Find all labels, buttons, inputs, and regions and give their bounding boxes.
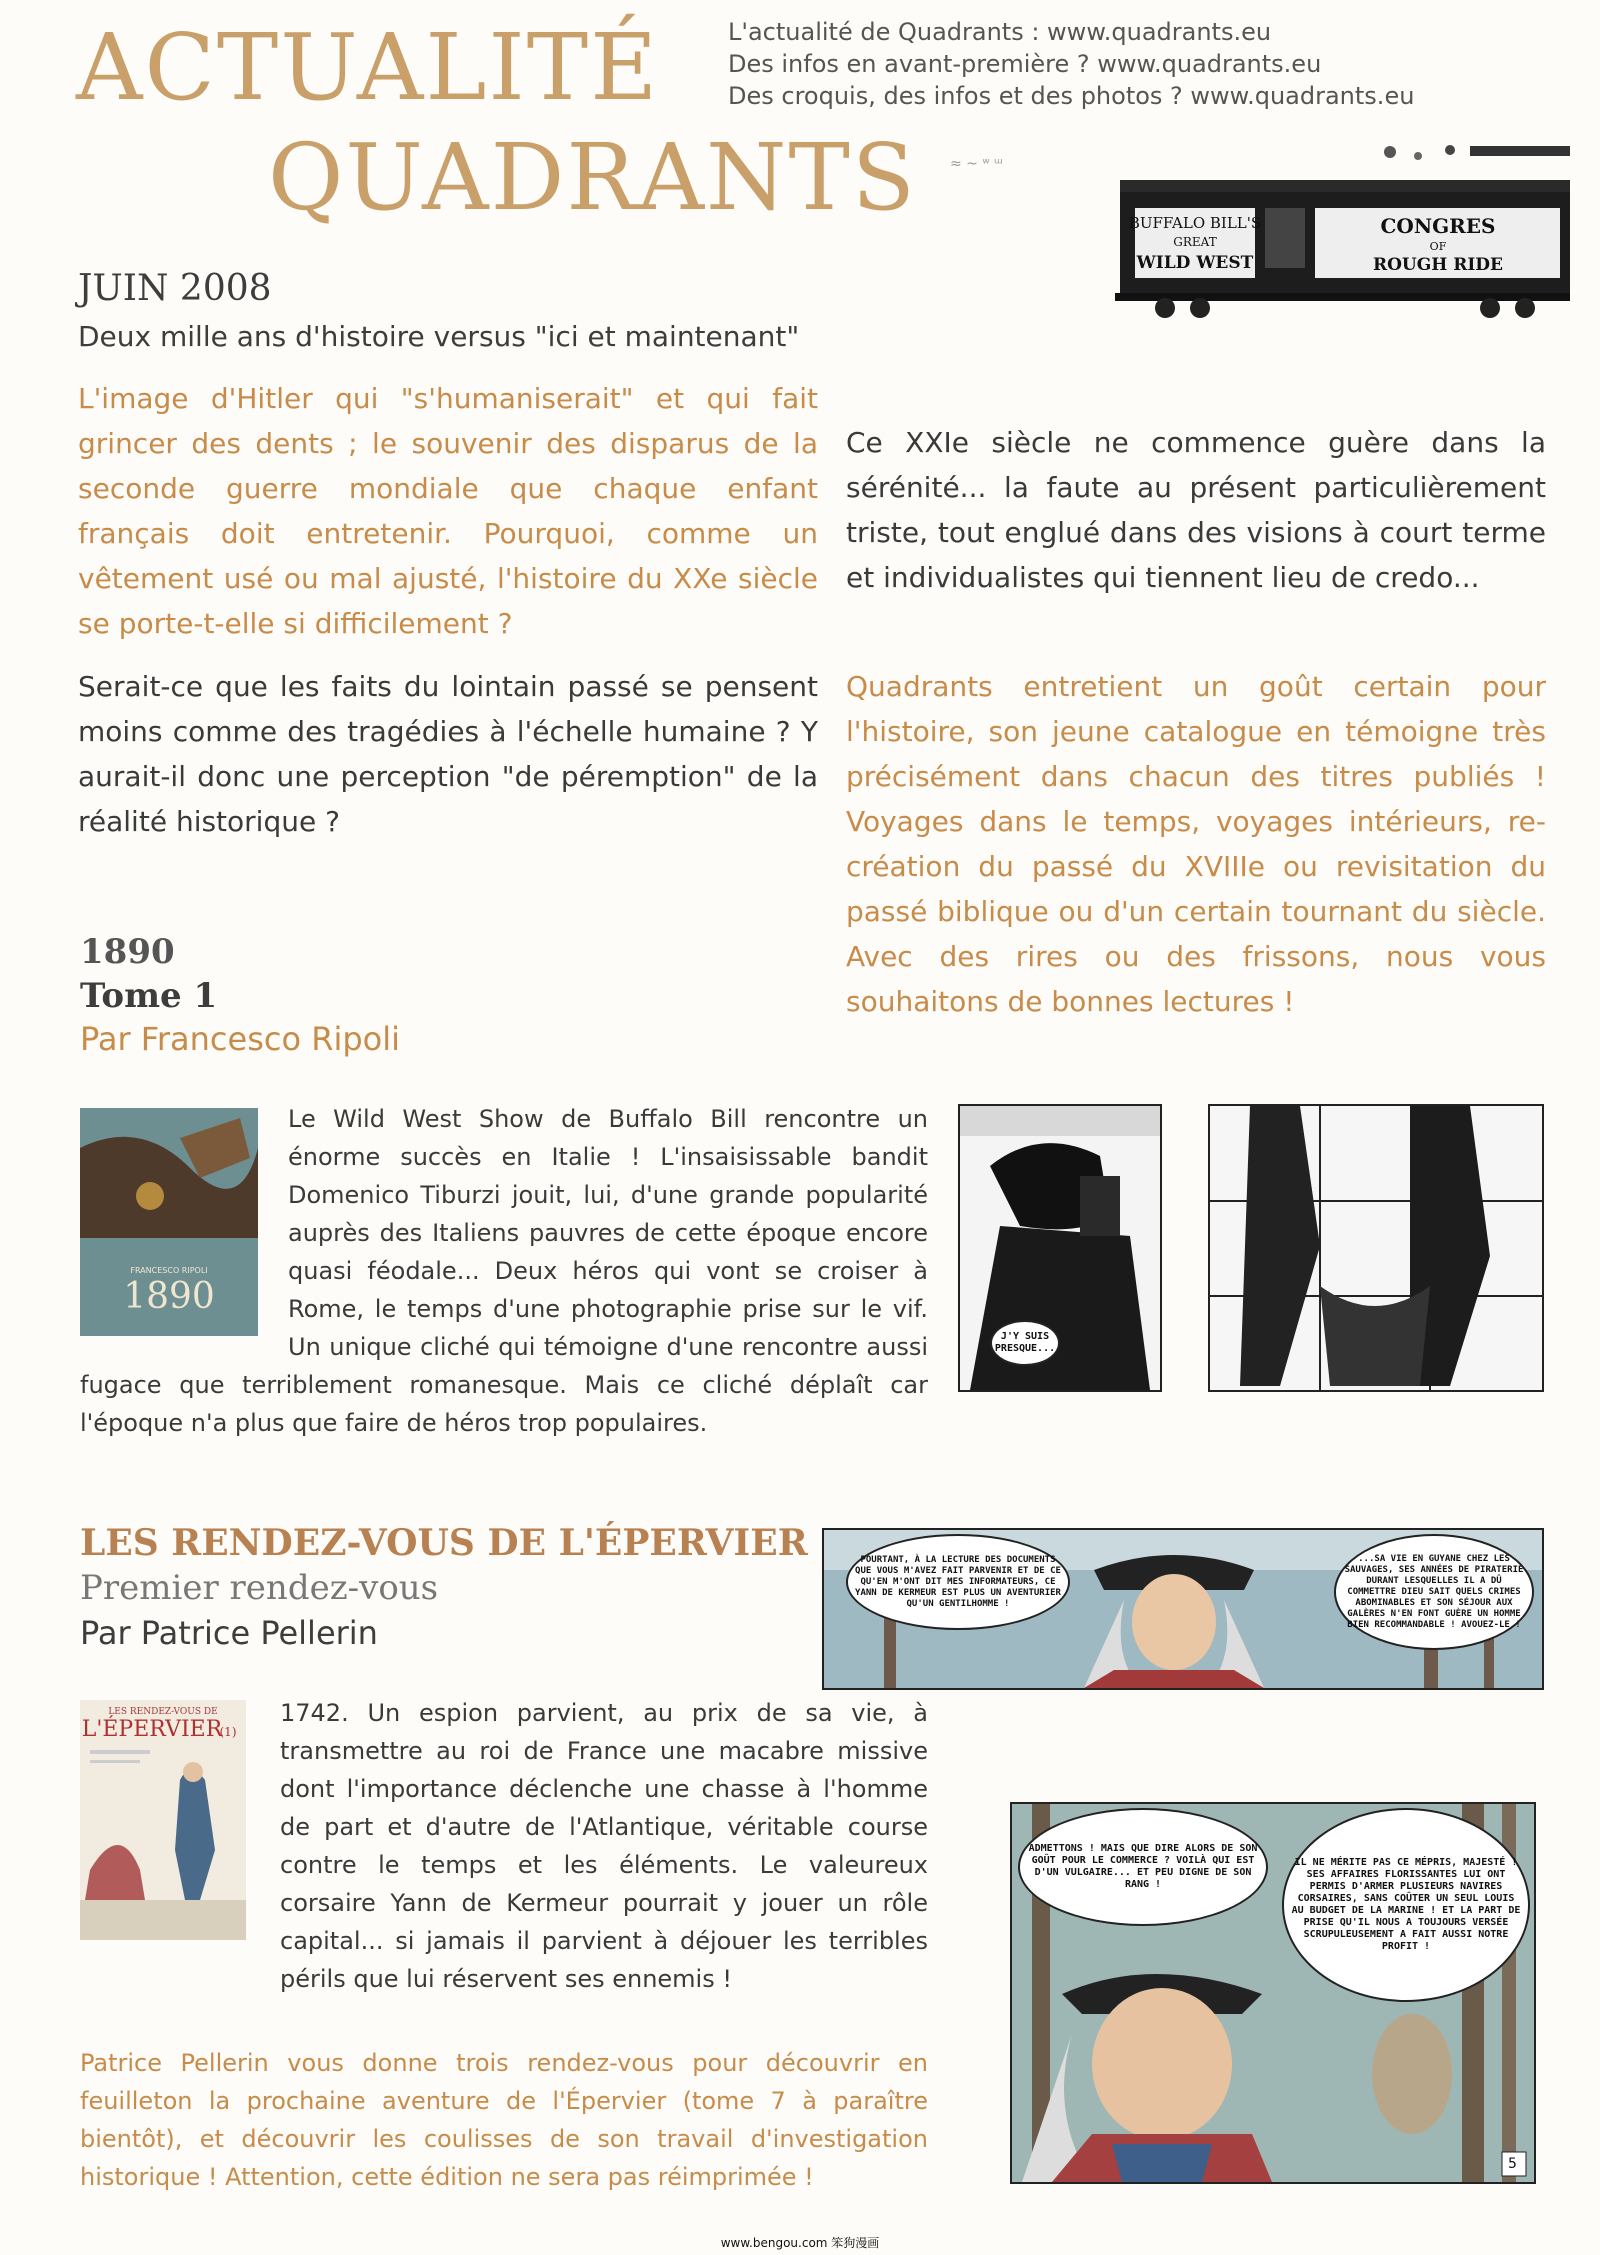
intro-left-paragraph-1: L'image d'Hitler qui "s'humaniserait" et qui fait grincer des dents ; le souvenir des disparus de la seconde guerre mondiale que chaque enfant français doit entretenir. Pourquoi, comme un vêtement usé ou mal ajusté, l'histoire du XXe siècle se porte-t-elle si difficilement ? <box>78 382 818 640</box>
book1-cover-author: FRANCESCO RIPOLI <box>130 1266 208 1275</box>
book2-cover-title: L'ÉPERVIER <box>81 1717 223 1742</box>
book2-bubble-3: ADMETTONS ! MAIS QUE DIRE ALORS DE SON GOÛT POUR LE COMMERCE ? VOILÀ QUI EST D'UN VULGAIRE... ET PEU DIGNE DE SON RANG ! <box>1018 1808 1268 1926</box>
book1-comic-panel-1 <box>958 1104 1162 1392</box>
train-sign-right-top: CONGRES <box>1380 214 1496 238</box>
book2-page-number: 5 <box>1508 2156 1517 2172</box>
link-line-2[interactable]: Des infos en avant-première ? www.quadrants.eu <box>728 50 1322 78</box>
train-sign-left-top: BUFFALO BILL'S <box>1128 214 1262 232</box>
train-sign-right-bottom: ROUGH RIDE <box>1372 255 1504 275</box>
book2-bubble-4: IL NE MÉRITE PAS CE MÉPRIS, MAJESTÉ ! SES AFFAIRES FLORISSANTES LUI ONT PERMIS D'ARMER PLUSIEURS NAVIRES CORSAIRES, SANS COÛTER UN SEUL LOUIS AU BUDGET DE LA MARINE ! ET LA PART DE PRISE QU'IL NOUS A TOUJOURS VERSÉE SCRUPULEUSEMENT A FAIT AUSSI NOTRE PROFIT ! <box>1282 1808 1530 2002</box>
book1-author: Par Francesco Ripoli <box>80 1020 401 1058</box>
book1-tome: Tome 1 <box>80 976 218 1016</box>
book1-title: 1890 <box>80 932 175 972</box>
train-sign-left-mid: GREAT <box>1173 235 1217 249</box>
masthead-title-line1: ACTUALITÉ <box>76 14 660 121</box>
book1-comic-panel-2 <box>1208 1104 1544 1392</box>
link-line-3[interactable]: Des croquis, des infos et des photos ? www.quadrants.eu <box>728 82 1415 110</box>
svg-text:≈ ~ ʷ ᵚ: ≈ ~ ʷ ᵚ <box>950 156 1003 172</box>
book1-cover-title: 1890 <box>123 1276 215 1317</box>
book2-description: 1742. Un espion parvient, au prix de sa vie, à transmettre au roi de France une macabre missive dont l'importance déclenche une chasse à l'homme de part et d'autre de l'Atlantique, véritable course contre le temps et les éléments. Le valeureux corsaire Yann de Kermeur pourrait y jouer un rôle capital... si jamais il parvient à déjouer les terribles périls que lui réservent ses ennemis ! <box>280 1699 928 1993</box>
book1-panel-bubble: J'Y SUIS PRESQUE... <box>990 1320 1060 1366</box>
book1-description-block <box>80 1100 928 1442</box>
intro-right-paragraph-2: Quadrants entretient un goût certain pour l'histoire, son jeune catalogue en témoigne très précisément dans chacun des titres publiés ! Voyages dans le temps, voyages intérieurs, re-création du passé du XVIIIe ou revisitation du passé biblique ou d'un certain tournant du siècle. Avec des rires ou des frissons, nous vous souhaitons de bonnes lectures ! <box>846 670 1546 1018</box>
book2-cover-top: LES RENDEZ-VOUS DE <box>108 1707 218 1717</box>
book2-bubble-1: POURTANT, À LA LECTURE DES DOCUMENTS QUE VOUS M'AVEZ FAIT PARVENIR ET DE CE QU'EN M'ONT DIT MES INFORMATEURS, CE YANN DE KERMEUR EST PLUS UN AVENTURIER QU'UN GENTILHOMME ! <box>846 1534 1070 1630</box>
footer-watermark: www.bengou.com 笨狗漫画 <box>720 2236 880 2250</box>
issue-month: JUIN 2008 <box>78 268 272 309</box>
book2-author: Par Patrice Pellerin <box>80 1614 378 1652</box>
book2-cover-num: (1) <box>219 1725 237 1739</box>
book2-note: Patrice Pellerin vous donne trois rendez-vous pour découvrir en feuilleton la prochaine aventure de l'Épervier (tome 7 à paraître bientôt), et découvrir les coulisses de son travail d'investigation historique ! Attention, cette édition ne sera pas réimprimée ! <box>80 2049 928 2191</box>
book2-title: LES RENDEZ-VOUS DE L'ÉPERVIER <box>80 1522 808 1564</box>
book1-description: Le Wild West Show de Buffalo Bill rencontre un énorme succès en Italie ! L'insaisissable bandit Domenico Tiburzi jouit, lui, d'une grande popularité auprès des Italiens pauvres de cette époque encore quasi féodale... Deux héros qui vont se croiser à Rome, le temps d'une photographie prise sur le vif. Un unique cliché qui témoigne d'une rencontre aussi fugace que terriblement romanesque. Mais ce cliché déplaît car l'époque n'a plus que faire de héros trop populaires. <box>80 1105 928 1437</box>
book2-description-block <box>80 1694 928 1998</box>
intro-left-paragraph-2: Serait-ce que les faits du lointain passé se pensent moins comme des tragédies à l'échelle humaine ? Y aurait-il donc une perception "de péremption" de la réalité historique ? <box>78 670 818 838</box>
train-sign-left-bottom: WILD WEST <box>1136 253 1254 273</box>
train-sign-right-mid: OF <box>1429 240 1447 253</box>
link-line-1[interactable]: L'actualité de Quadrants : www.quadrants.eu <box>728 18 1272 46</box>
website-links <box>728 16 1414 112</box>
train-illustration <box>950 138 1570 320</box>
issue-subtitle: Deux mille ans d'histoire versus "ici et maintenant" <box>78 320 800 353</box>
book2-comic-strip-top <box>822 1528 1544 1690</box>
intro-right-paragraph-1: Ce XXIe siècle ne commence guère dans la sérénité... la faute au présent particulièrement triste, tout englué dans des visions à court terme et individualistes qui tiennent lieu de credo... <box>846 426 1546 594</box>
book2-bubble-2: ...SA VIE EN GUYANE CHEZ LES SAUVAGES, SES ANNÉES DE PIRATERIE DURANT LESQUELLES IL A DÛ COMMETTRE DIEU SAIT QUELS CRIMES ABOMINABLES ET SON SÉJOUR AUX GALÈRES N'EN FONT GUÈRE UN HOMME BIEN RECOMMANDABLE ! AVOUEZ-LE ! <box>1334 1534 1534 1650</box>
book2-comic-panel-large <box>1010 1802 1536 2184</box>
masthead-title-line2: QUADRANTS <box>268 124 917 231</box>
book2-subtitle: Premier rendez-vous <box>80 1568 439 1608</box>
